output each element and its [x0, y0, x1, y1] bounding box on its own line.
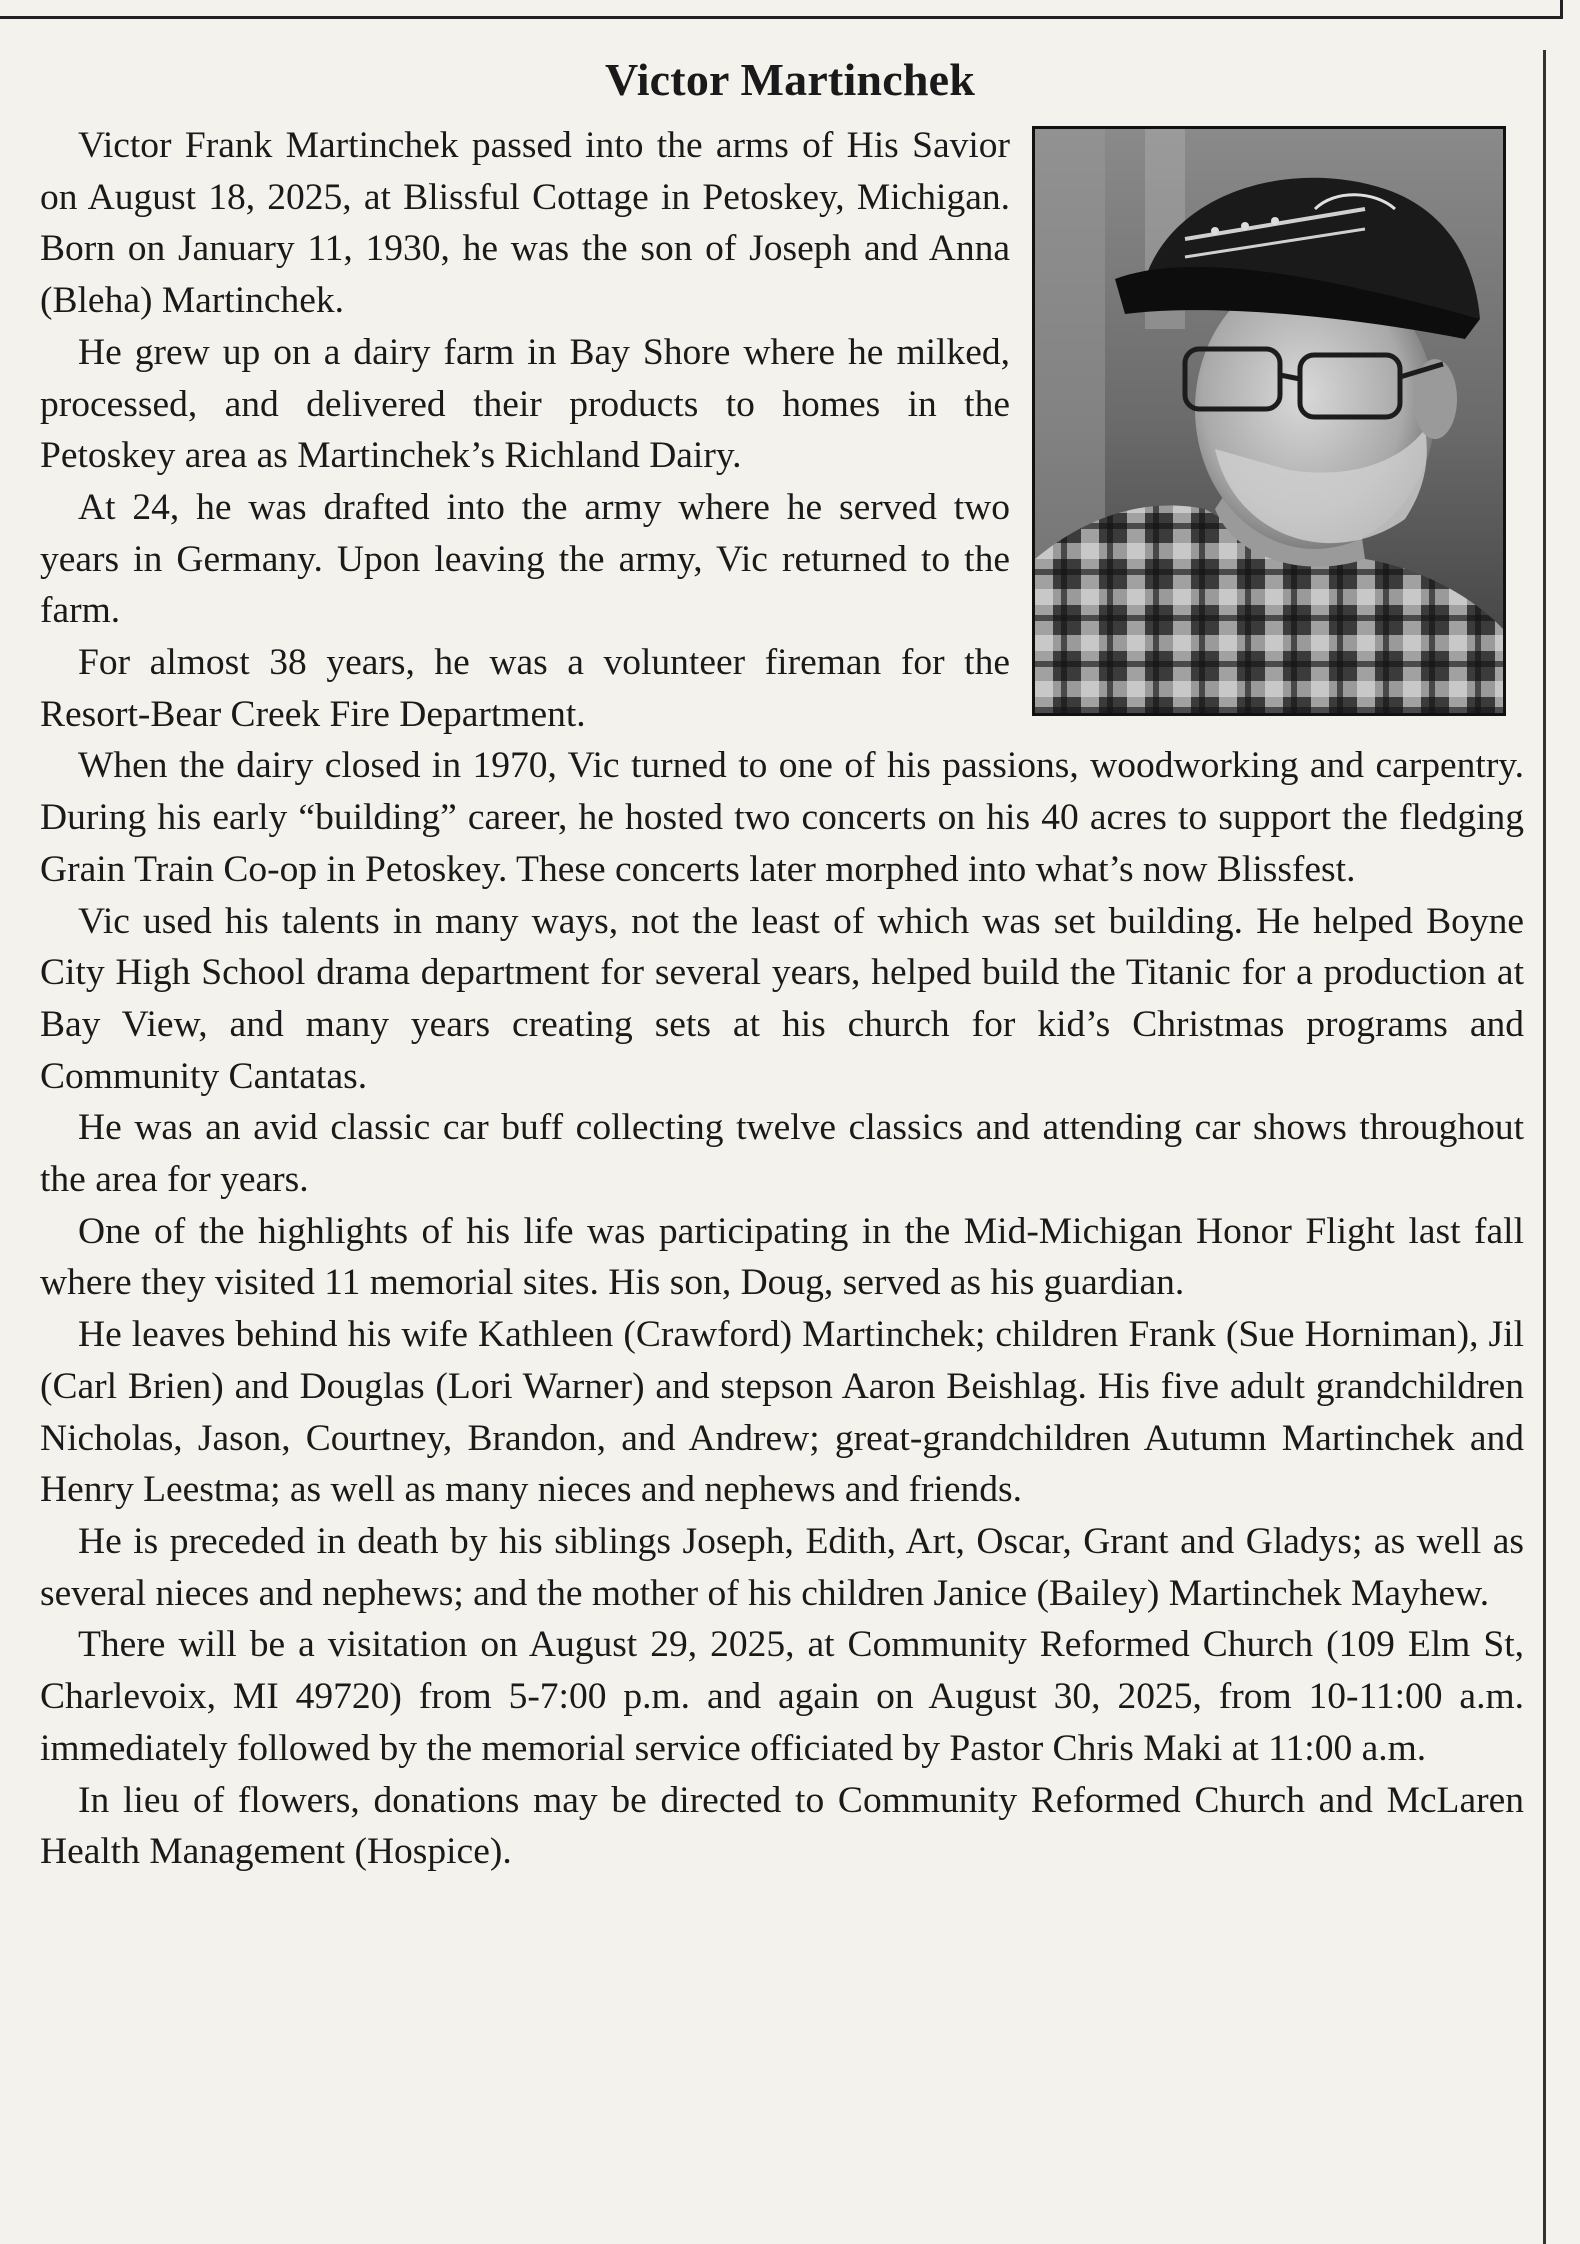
paragraph: Vic used his talents in many ways, not the least of which was set building. He helped Boyne City High School drama department for several years, helped build the Titanic for a production at Bay View, and many years creating sets at his church for kid’s Christmas programs and Community Cantatas.	[40, 900, 1524, 1097]
obituary-title: Victor Martinchek	[604, 54, 976, 105]
paragraph: When the dairy closed in 1970, Vic turned to one of his passions, woodworking and carpentry. During his early “building” career, he hosted two concerts on his 40 acres to support the fledging Grain Train Co-op in Petoskey. These concerts later morphed into what’s now Blissfest.	[40, 745, 1524, 890]
column-divider-rule	[1543, 50, 1546, 2244]
top-border-rule	[0, 0, 1563, 19]
paragraph: At 24, he was drafted into the army where he served two years in Germany. Upon leaving the army, Vic returned to the farm.	[40, 486, 1010, 632]
paragraph: He was an avid classic car buff collecting twelve classics and attending car shows throughout the area for years.	[40, 1107, 1524, 1201]
portrait-photo-icon	[1035, 129, 1503, 713]
paragraph: One of the highlights of his life was participating in the Mid-Michigan Honor Flight last fall where they visited 11 memorial sites. His son, Doug, served as his guardian.	[40, 1210, 1524, 1304]
paragraph: Victor Frank Martinchek passed into the arms of His Savior on August 18, 2025, at Blissful Cottage in Petoskey, Michigan. Born on January 11, 1930, he was the son of Joseph and Anna (Bleha) Martinchek.	[40, 125, 1010, 322]
paragraph: In lieu of flowers, donations may be directed to Community Reformed Church and McLaren Health Management (Hospice).	[40, 1779, 1524, 1873]
paragraph: He grew up on a dairy farm in Bay Shore where he milked, processed, and delivered their products to homes in the Petoskey area as Martinchek’s Richland Dairy.	[40, 331, 1010, 477]
paragraph: There will be a visitation on August 29, 2025, at Community Reformed Church (109 Elm St, Charlevoix, MI 49720) from 5-7:00 p.m. and again on August 30, 2025, from 10-11:00 a.m. immediately followed by the memorial service officiated by Pastor Chris Maki at 11:00 a.m.	[40, 1624, 1524, 1769]
paragraph: For almost 38 years, he was a volunteer fireman for the Resort-Bear Creek Fire Department.	[40, 642, 1010, 735]
obituary-body	[40, 120, 1524, 1878]
portrait-photo	[1032, 126, 1506, 716]
obituary-article	[40, 50, 1540, 1878]
paragraph: He leaves behind his wife Kathleen (Crawford) Martinchek; children Frank (Sue Horniman), Jil (Carl Brien) and Douglas (Lori Warner) and stepson Aaron Beishlag. His five adult grandchildren Nicholas, Jason, Courtney, Brandon, and Andrew; great-grandchildren Autumn Martinchek and Henry Leestma; as well as many nieces and nephews and friends.	[40, 1314, 1524, 1511]
adjacent-column-fragment	[1562, 200, 1580, 400]
paragraph: He is preceded in death by his siblings Joseph, Edith, Art, Oscar, Grant and Gladys; as well as several nieces and nephews; and the mother of his children Janice (Bailey) Martinchek Mayhew.	[40, 1520, 1524, 1614]
